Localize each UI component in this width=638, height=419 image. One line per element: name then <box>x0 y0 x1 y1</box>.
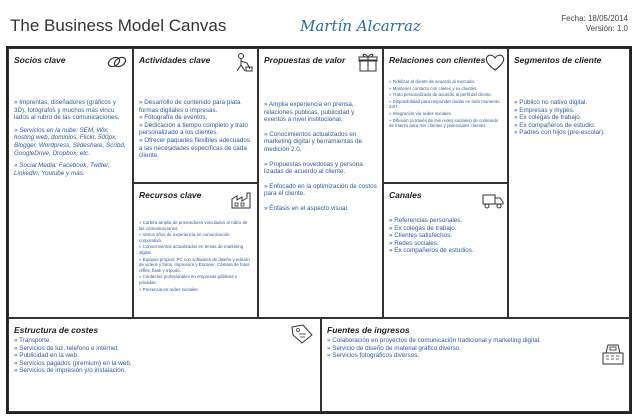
list-item: » Servicios de luz, telefono e internet. <box>14 344 120 352</box>
canales-block <box>383 183 508 318</box>
list-item: » Ex compañeros de estudios. <box>389 247 474 255</box>
list-item: » Equipos propios: PC con softwares de diseño y edición de videos y fotos. Impresora y Escaner. Cámara de fotos réflex, flash y trípode. <box>139 256 250 273</box>
block-content <box>389 79 503 130</box>
relaciones-clientes-block <box>383 48 508 183</box>
header <box>0 0 638 44</box>
gift-icon <box>357 52 379 72</box>
block-title: Actividades clave <box>139 55 211 65</box>
block-content <box>14 337 316 375</box>
socios-clave-block <box>8 48 133 318</box>
list-item: » Servicios en la nube: SEM, Wix, hosting web, dominios, Flickr, 500px, Blogger, Wordpress, Slideshare, Scribd, GoogleDrive, Dropbox, etc. <box>14 126 126 157</box>
list-item: » Servicios de impresión y/o instalación. <box>14 367 126 375</box>
list-item: » Padres con hijos (pre-escolar). <box>514 129 605 137</box>
block-content <box>139 220 253 293</box>
block-title: Relaciones con clientes <box>389 55 486 65</box>
list-item: » Fidelizar al cliente de acuerdo al mercado. <box>389 79 476 84</box>
fuentes-ingresos-block <box>321 318 630 412</box>
list-item: » Imprentas, diseñadores (gráficos y 3D), fotógrafos y muchos más vincu lados al rubro de las comunicaciones. <box>14 99 120 122</box>
list-item: » Colaboración en proyectos de comunicación tradicional y marketing digital. <box>327 337 541 344</box>
page-title: The Business Model Canvas <box>10 16 227 35</box>
list-item: » Empresas y mypes. <box>514 106 575 114</box>
list-item: » Enfocado en la optimización de costos para el cliente. <box>264 182 377 198</box>
propuestas-valor-block <box>258 48 383 318</box>
list-item: » Dedicación a tiempo completo y trato personalizado a los clientes. <box>139 121 248 137</box>
list-item: » Transporte. <box>14 337 52 344</box>
block-content <box>514 99 625 137</box>
list-item: » Trato personalizado de acuerdo al perfil del cliente. <box>389 92 492 98</box>
chain-link-icon <box>106 52 128 72</box>
list-item: » Amplia experiencia en prensa, relaciones públicas, publicidad y eventos a nivel institucional. <box>264 101 355 124</box>
author-name: Martín Alcarraz <box>300 17 421 35</box>
list-item: » Cartera amplia de proveedores vinculados al rubro de las comunicaciones. <box>139 220 248 231</box>
list-item: » Redes sociales. <box>389 239 439 247</box>
heart-icon <box>484 52 506 72</box>
list-item: » Social Media: Facebook, Twitter, LinkedIn, Youtube y más. <box>14 162 110 177</box>
list-item: » Ofrecer paquetes flexibles adecuados a las necesidades específicas de cada cliente. <box>139 136 250 160</box>
list-item: » Propuestas novedosas y persona lizadas de acuerdo al cliente. <box>264 160 363 176</box>
block-content <box>327 337 625 360</box>
version-label: Versión: 1.0 <box>585 24 628 33</box>
list-item: » Difusión (a través de mis redes sociales) de contenido de interés para mis clientes y potenciales clientes. <box>389 117 499 129</box>
list-item: » Ex colegas de trabajo. <box>514 114 582 122</box>
date-label: Fecha: 18/05/2014 <box>561 14 628 23</box>
business-model-canvas <box>6 46 632 414</box>
truck-icon <box>482 190 504 210</box>
list-item: » Servicio de diseño de material gráfico diverso. <box>327 344 462 352</box>
list-item: » Mantener contacto con clietes y ex clientes. <box>389 85 478 91</box>
list-item: » Servicios fotográficos diversos. <box>327 352 420 360</box>
list-item: » Disponibilidad para responder dudas en todo momento 24/7. <box>389 98 500 110</box>
list-item: » Clientes satisfechos. <box>389 232 452 240</box>
list-item: » Desarrollo de contenido para plata formas digitales o impresas. <box>139 99 241 114</box>
document-meta <box>561 14 628 34</box>
worker-icon <box>232 52 254 72</box>
block-title: Recursos clave <box>139 190 202 200</box>
list-item: » Conocimientos actualizados en temas de marketing digital. <box>139 244 244 255</box>
list-item: » Ex colegas de trabajo. <box>389 224 457 232</box>
actividades-clave-block <box>133 48 258 183</box>
block-title: Propuestas de valor <box>264 55 346 65</box>
block-content <box>139 99 253 160</box>
list-item: » Integración vía redes sociales. <box>389 110 452 116</box>
factory-icon <box>230 190 252 210</box>
block-title: Socios clave <box>14 55 66 65</box>
list-item: » Público no nativo digital. <box>514 99 588 106</box>
block-title: Segmentos de cliente <box>514 55 602 65</box>
block-content <box>389 217 503 255</box>
block-title: Fuentes de ingresos <box>327 325 410 335</box>
list-item: » Énfasis en el aspecto visual. <box>264 204 349 212</box>
block-title: Estructura de costes <box>14 325 99 335</box>
list-item: » Fotografía de eventos. <box>139 114 208 122</box>
list-item: » Contactos profesionales en empresas públicas y privadas. <box>139 274 238 285</box>
block-content <box>264 101 378 218</box>
segmentos-cliente-block <box>508 48 630 318</box>
block-content <box>14 99 128 182</box>
list-item: » Servicios pagados (premium) en la web. <box>14 359 132 367</box>
list-item: » Publicidad en la web. <box>14 352 79 360</box>
list-item: » Conocimientos actualizados en marketing digital y herramientas de medición 2.0. <box>264 130 362 153</box>
list-item: » Ex compañeros de estudio. <box>514 121 596 129</box>
recursos-clave-block <box>133 183 258 318</box>
block-title: Canales <box>389 190 422 200</box>
list-item: » Varios años de experiencia en comunicación corporativa. <box>139 232 230 243</box>
list-item: » Referencias personales. <box>389 217 463 224</box>
list-item: » Presencia en redes sociales. <box>139 286 199 292</box>
estructura-costes-block <box>8 318 321 412</box>
